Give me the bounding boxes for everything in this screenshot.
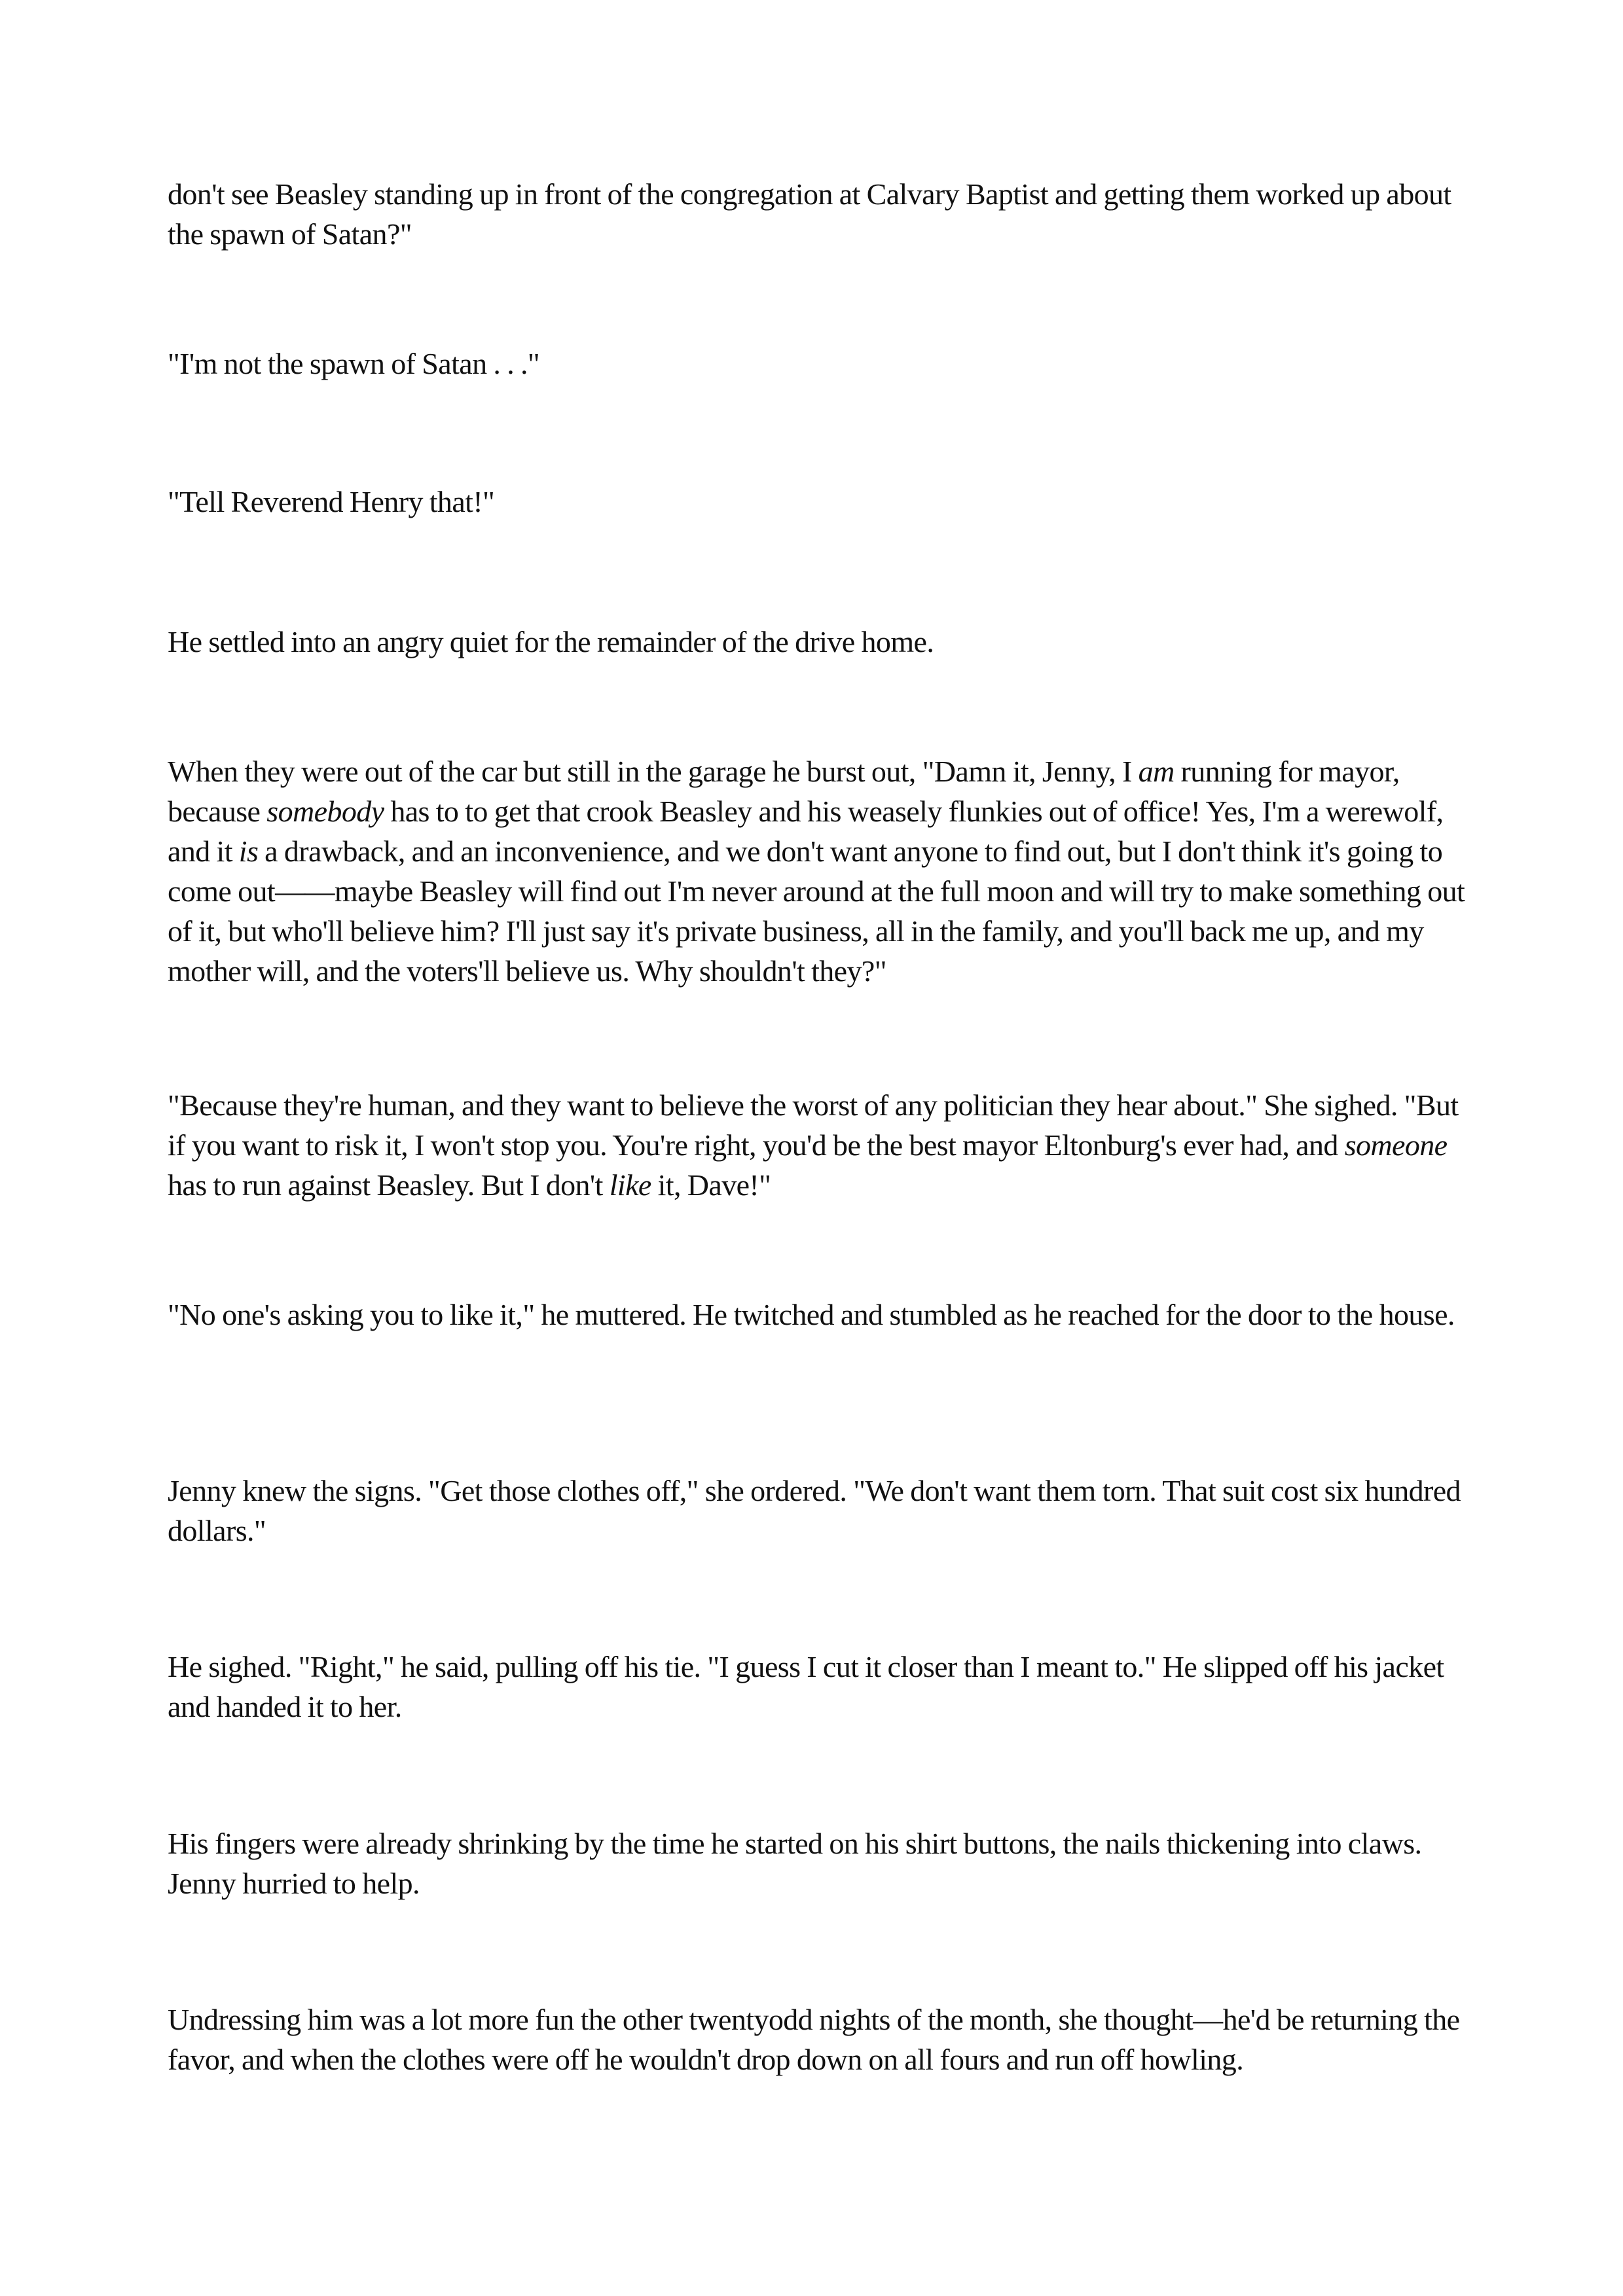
text-segment: don't see Beasley standing up in front of the congregation at Calvary Baptist and getting them worked up about the spawn of Satan?"	[168, 177, 1451, 251]
text-segment: has to to get that crook Beasley and his weasely flunkies out of office! Yes, I'm a werewolf, and it	[168, 795, 1444, 868]
text-segment: it, Dave!"	[651, 1168, 771, 1202]
text-segment-italic: like	[609, 1168, 651, 1202]
text-segment: He sighed. "Right," he said, pulling off his tie. "I guess I cut it closer than I meant to." He slipped off his jacket and handed it to her.	[168, 1650, 1444, 1723]
text-segment: "Tell Reverend Henry that!"	[168, 485, 495, 518]
paragraph	[168, 622, 1477, 662]
text-segment-italic: is	[238, 834, 259, 868]
text-segment: When they were out of the car but still in the garage he burst out, "Damn it, Jenny, I	[168, 755, 1139, 788]
text-segment: Jenny knew the signs. "Get those clothes off," she ordered. "We don't want them torn. That suit cost six hundred dollars."	[168, 1474, 1461, 1547]
paragraph	[168, 174, 1477, 254]
text-segment: a drawback, and an inconvenience, and we don't want anyone to find out, but I don't think it's going to come out——maybe Beasley will find out I'm never around at the full moon and will try to make something out of it, but who'll believe him? I'll just say it's private business, all in the family, and you'll back me up, and my mother will, and the voters'll believe us. Why shouldn't they?"	[168, 834, 1465, 988]
text-segment: His fingers were already shrinking by the time he started on his shirt buttons, the nails thickening into claws. Jenny hurried to help.	[168, 1827, 1422, 1900]
text-segment-italic: am	[1138, 755, 1175, 788]
paragraph	[168, 1471, 1477, 1551]
text-segment: running for mayor, because	[168, 755, 1400, 828]
paragraph	[168, 2000, 1477, 2079]
paragraph	[168, 482, 1477, 522]
paragraph	[168, 1085, 1477, 1205]
text-segment: He settled into an angry quiet for the remainder of the drive home.	[168, 625, 934, 658]
paragraph	[168, 1647, 1477, 1727]
paragraph	[168, 1823, 1477, 1903]
text-segment-italic: somebody	[266, 795, 384, 828]
text-segment: "I'm not the spawn of Satan . . ."	[168, 347, 540, 380]
text-segment: Undressing him was a lot more fun the other twentyodd nights of the month, she thought—he'd be returning the favor, and when the clothes were off he wouldn't drop down on all fours and run off howling.	[168, 2003, 1460, 2076]
text-segment: has to run against Beasley. But I don't	[168, 1168, 610, 1202]
paragraph	[168, 1295, 1477, 1335]
text-segment: "Because they're human, and they want to believe the worst of any politician they hear about." She sighed. "But if you want to risk it, I won't stop you. You're right, you'd be the best mayor Eltonburg's ever had, and	[168, 1088, 1459, 1162]
text-segment-italic: someone	[1344, 1128, 1448, 1162]
text-segment: "No one's asking you to like it," he muttered. He twitched and stumbled as he reached for the door to the house.	[168, 1298, 1455, 1331]
paragraph	[168, 751, 1477, 991]
paragraph	[168, 344, 1477, 384]
